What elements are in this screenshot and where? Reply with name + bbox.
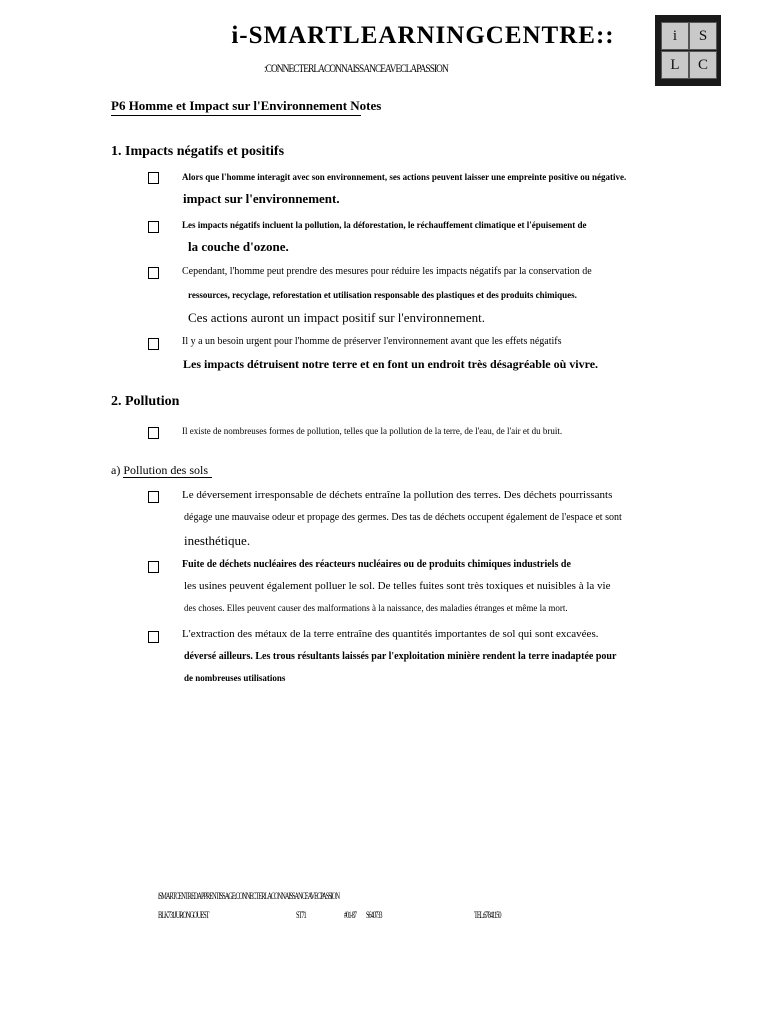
subsection-prefix: a): [111, 463, 121, 477]
footer-address: BLK731JURONGOUEST: [158, 910, 209, 920]
logo-piece-s: S: [689, 22, 717, 50]
paragraph-line: Fuite de déchets nucléaires des réacteurs nucléaires ou de produits chimiques industriels de: [182, 559, 571, 570]
document-title: P6 Homme et Impact sur l'Environnement Notes: [111, 98, 361, 116]
paragraph-line: de nombreuses utilisations: [184, 673, 286, 683]
paragraph-line: Alors que l'homme interagit avec son environnement, ses actions peuvent laisser une empreinte positive ou négative.: [182, 172, 627, 182]
paragraph-line: L'extraction des métaux de la terre entraîne des quantités importantes de sol qui sont excavées.: [182, 628, 599, 640]
paragraph-line: inesthétique.: [184, 533, 251, 548]
paragraph-line: Cependant, l'homme peut prendre des mesures pour réduire les impacts négatifs par la conservation de: [182, 266, 592, 277]
bullet-box-icon: [148, 221, 159, 233]
bullet-box-icon: [148, 631, 159, 643]
site-tagline: :CONNECTERLACONNAISSANCEAVECLAPASSION: [264, 61, 448, 75]
paragraph-line: les usines peuvent également polluer le sol. De telles fuites sont très toxiques et nuisibles à la vie: [184, 580, 611, 592]
subsection-title: Pollution des sols: [123, 463, 212, 478]
footer-tagline: iSMARTCENTREDAPPRENTISSAGE:CONNECTERLACONNAISSANCEAVECPASSION: [158, 891, 340, 901]
footer-street: ST71: [296, 910, 306, 920]
bullet-box-icon: [148, 561, 159, 573]
logo-piece-i: i: [661, 22, 689, 50]
paragraph-line: la couche d'ozone.: [188, 239, 289, 254]
site-title: i-SMARTLEARNINGCENTRE::: [231, 22, 615, 49]
bullet-box-icon: [148, 267, 159, 279]
footer-unit-number: #01-87: [344, 910, 356, 920]
section-heading-pollution: 2. Pollution: [111, 394, 180, 409]
paragraph-line: dégage une mauvaise odeur et propage des germes. Des tas de déchets occupent également de l'espace et sont: [184, 512, 622, 523]
bullet-box-icon: [148, 491, 159, 503]
footer-postal-code: S640733: [366, 910, 382, 920]
subsection-heading-soil: [111, 463, 212, 478]
bullet-box-icon: [148, 172, 159, 184]
section-heading-impacts: 1. Impacts négatifs et positifs: [111, 144, 285, 159]
paragraph-line: Le déversement irresponsable de déchets entraîne la pollution des terres. Des déchets pourrissants: [182, 489, 613, 501]
bullet-box-icon: [148, 338, 159, 350]
logo-piece-c: C: [689, 51, 717, 79]
paragraph-line: impact sur l'environnement.: [183, 191, 340, 206]
logo-piece-l: L: [661, 51, 689, 79]
footer-telephone: TEL:67841150: [474, 910, 501, 920]
paragraph-line: Les impacts détruisent notre terre et en font un endroit très désagréable où vivre.: [183, 357, 599, 371]
paragraph-line: Les impacts négatifs incluent la pollution, la déforestation, le réchauffement climatique et l'épuisement de: [182, 220, 587, 230]
paragraph-line: Ces actions auront un impact positif sur l'environnement.: [188, 310, 485, 325]
paragraph-line: déversé ailleurs. Les trous résultants laissés par l'exploitation minière rendent la terre inadaptée pour: [184, 651, 617, 662]
paragraph-line: des choses. Elles peuvent causer des malformations à la naissance, des maladies étranges et même la mort.: [184, 603, 568, 613]
bullet-box-icon: [148, 427, 159, 439]
paragraph-line: Il y a un besoin urgent pour l'homme de préserver l'environnement avant que les effets négatifs: [182, 336, 562, 347]
logo: [655, 15, 721, 86]
paragraph-line: Il existe de nombreuses formes de pollution, telles que la pollution de la terre, de l'eau, de l'air et du bruit.: [182, 426, 563, 436]
paragraph-line: ressources, recyclage, reforestation et utilisation responsable des plastiques et des produits chimiques.: [188, 290, 577, 300]
